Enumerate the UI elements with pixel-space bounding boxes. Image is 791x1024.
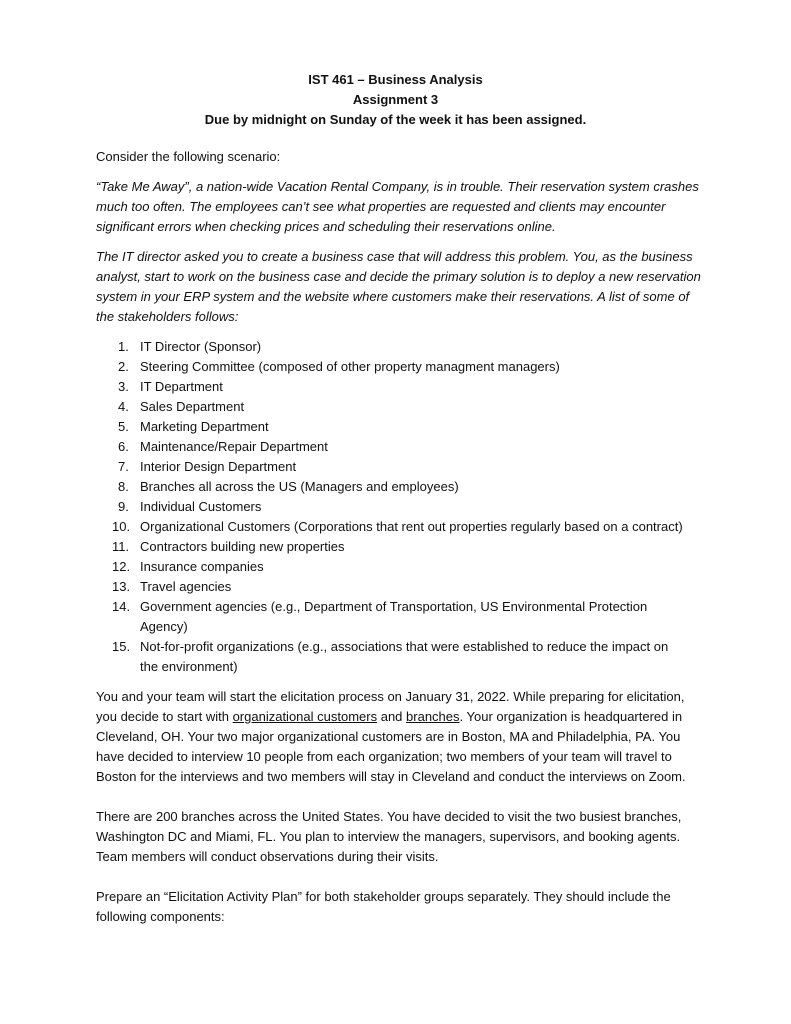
text-segment: you decide to start with — [96, 709, 233, 724]
document-header — [0, 70, 791, 130]
list-item-text: Contractors building new properties — [140, 539, 345, 554]
list-item-text: Individual Customers — [140, 499, 262, 514]
stakeholder-list-item — [96, 537, 683, 557]
stakeholder-list-item — [96, 597, 683, 637]
elicitation-paragraph — [96, 687, 686, 787]
stakeholder-list-item — [96, 357, 683, 377]
text-line: There are 200 branches across the United States. You have decided to visit the two busiest branches, — [96, 809, 682, 824]
list-number: 5. — [118, 419, 129, 434]
text-line — [96, 707, 686, 727]
text-line: much too often. The employees can’t see what properties are requested and clients may encounter — [96, 199, 666, 214]
list-item-text: Not-for-profit organizations (e.g., associations that were established to reduce the impact on — [140, 639, 669, 654]
text-line: Cleveland, OH. Your two major organizational customers are in Boston, MA and Philadelphia, PA. You — [96, 729, 681, 744]
text-line: Prepare an “Elicitation Activity Plan” for both stakeholder groups separately. They should include the — [96, 889, 671, 904]
list-item-text: Sales Department — [140, 399, 245, 414]
list-number: 1. — [118, 339, 129, 354]
list-number: 12. — [112, 559, 131, 574]
text-segment: and — [377, 709, 407, 724]
scenario-paragraph-1 — [96, 177, 699, 237]
list-number: 8. — [118, 479, 129, 494]
text-line: Team members will conduct observations during their visits. — [96, 849, 439, 864]
list-number: 6. — [118, 439, 129, 454]
underlined-branches: branches — [406, 709, 460, 724]
text-segment: . Your organization is headquartered in — [459, 709, 683, 724]
list-number: 13. — [112, 579, 131, 594]
list-item-text: IT Department — [140, 379, 223, 394]
stakeholder-list-item — [96, 577, 683, 597]
stakeholder-list-item — [96, 397, 683, 417]
list-item-text: Agency) — [140, 619, 188, 634]
list-number: 15. — [112, 639, 131, 654]
assignment-title: Assignment 3 — [352, 92, 439, 107]
list-item-text: Interior Design Department — [140, 459, 297, 474]
stakeholder-list-item — [96, 497, 683, 517]
list-number: 7. — [118, 459, 129, 474]
branches-paragraph — [96, 807, 681, 867]
text-line: analyst, start to work on the business case and decide the primary solution is to deploy a new reservation — [96, 269, 701, 284]
list-item-text: Marketing Department — [140, 419, 269, 434]
list-item-text: Steering Committee (composed of other property managment managers) — [140, 359, 560, 374]
list-item-text: Maintenance/Repair Department — [140, 439, 328, 454]
list-item-text: the environment) — [140, 659, 238, 674]
scenario-paragraph-2 — [96, 247, 701, 327]
text-line: following components: — [96, 909, 225, 924]
list-item-text: Branches all across the US (Managers and employees) — [140, 479, 459, 494]
list-item-text: IT Director (Sponsor) — [140, 339, 262, 354]
stakeholder-list-item — [96, 457, 683, 477]
list-number: 9. — [118, 499, 129, 514]
list-number: 11. — [112, 539, 130, 554]
stakeholder-list-item — [96, 557, 683, 577]
stakeholder-list-item — [96, 377, 683, 397]
text-line: “Take Me Away”, a nation-wide Vacation Rental Company, is in trouble. Their reservation system crashes — [96, 179, 699, 194]
stakeholder-list-item — [96, 437, 683, 457]
list-item-text: Government agencies (e.g., Department of Transportation, US Environmental Protection — [140, 599, 648, 614]
text-line: the stakeholders follows: — [96, 309, 239, 324]
text-line: system in your ERP system and the website where customers make their reservations. A list of some of — [96, 289, 690, 304]
due-date: Due by midnight on Sunday of the week it has been assigned. — [204, 112, 587, 127]
text-line: You and your team will start the elicitation process on January 31, 2022. While preparing for elicitation, — [96, 689, 685, 704]
list-item-text: Insurance companies — [140, 559, 264, 574]
stakeholder-list — [96, 337, 683, 677]
stakeholder-list-item — [96, 637, 683, 677]
list-item-text: Organizational Customers (Corporations that rent out properties regularly based on a contract) — [140, 519, 683, 534]
list-number: 2. — [118, 359, 129, 374]
underlined-organizational-customers: organizational customers — [232, 709, 378, 724]
list-number: 14. — [112, 599, 131, 614]
stakeholder-list-item — [96, 477, 683, 497]
stakeholder-list-item — [96, 517, 683, 537]
list-item-text: Travel agencies — [140, 579, 232, 594]
text-line: have decided to interview 10 people from each organization; two members of your team will travel to — [96, 749, 672, 764]
text-line: The IT director asked you to create a business case that will address this problem. You, as the business — [96, 249, 693, 264]
stakeholder-list-item — [96, 417, 683, 437]
list-number: 4. — [118, 399, 129, 414]
list-number: 10. — [112, 519, 131, 534]
text-line: Washington DC and Miami, FL. You plan to interview the managers, supervisors, and booking agents. — [96, 829, 681, 844]
text-line: significant errors when checking prices and scheduling their reservations online. — [96, 219, 556, 234]
stakeholder-list-item — [96, 337, 683, 357]
list-number: 3. — [118, 379, 129, 394]
text-line: Boston for the interviews and two members will stay in Cleveland and conduct the interviews on Zoom. — [96, 769, 686, 784]
prepare-paragraph — [96, 887, 671, 927]
intro-text: Consider the following scenario: — [96, 149, 281, 164]
course-title: IST 461 – Business Analysis — [308, 72, 483, 87]
